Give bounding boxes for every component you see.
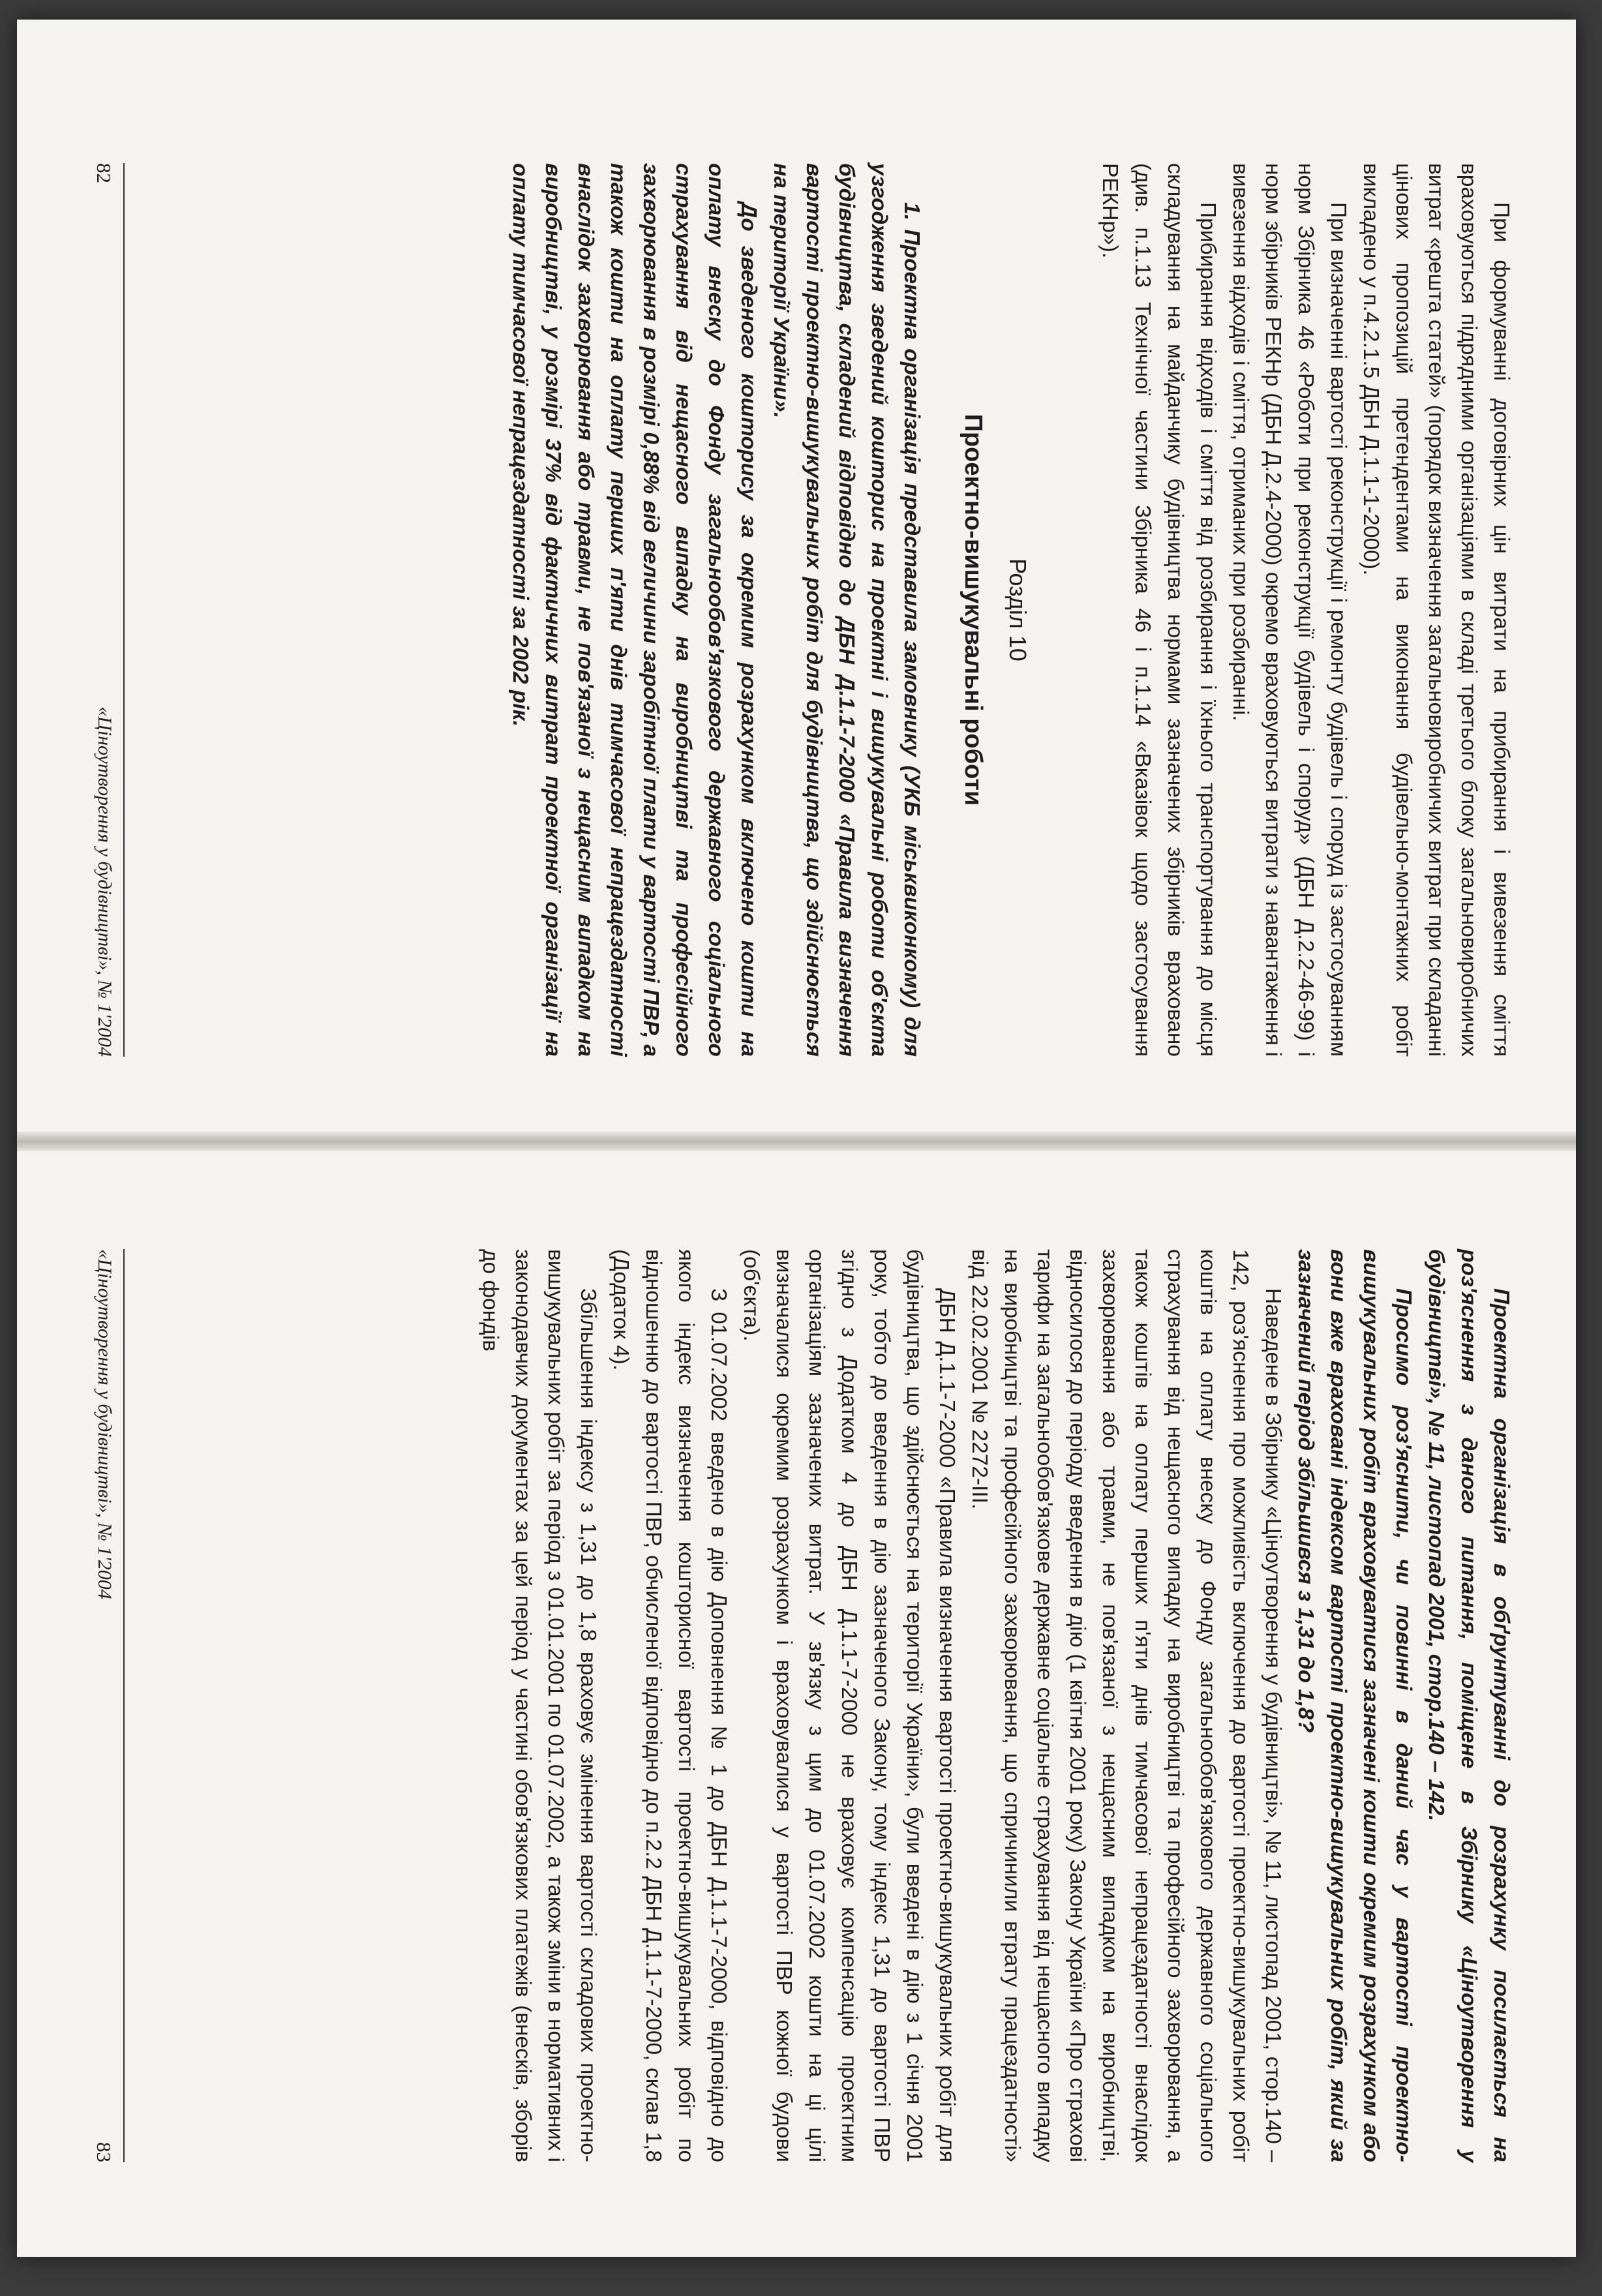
journal-title: «Ціноутворення у будівництві», № 1'2004 — [94, 706, 115, 1057]
question-paragraph: Проектна організація в обґрунтуванні до розрахунку посилається на роз'яснення з даного питання, поміщене в Збірнику «Ціноутворення у будівництві», № 11, листопад 2001, стор.140 – 142. — [1424, 1249, 1513, 2162]
left-page — [17, 20, 1576, 1128]
book-gutter — [17, 1132, 1576, 1151]
book-spread — [17, 20, 1576, 2257]
section-title: Проектно-вишукувальні роботи — [960, 414, 987, 806]
question-paragraph: Просимо роз'яснити, чи повинні в даний час у вартості проектно-вишукувальних робіт враховуватися зазначені кошти окремим розрахунком або вони вже враховані індексом вартості проектно-вишукувальних робіт, який за зазначений період збільшився з 1,31 до 1,8? — [1293, 1249, 1415, 2162]
paragraph: При визначенні вартості реконструкції і ремонту будівель і споруд із застосуванням норм Збірника 46 «Роботи при реконструкції будівель і споруд» (ДБН Д.2.2-46-99) і норм збірників РЕКНр (ДБН Д.2.4-2000) окремо враховуються витрати з навантаження і вивезення відходів і сміття, отриманих при розбиранні. — [1228, 163, 1350, 1057]
answer-paragraph: Збільшення індексу з 1,31 до 1,8 враховує змінення вартості складових проектно-вишукувальних робіт за період з 01.01.2001 по 01.07.2002, а також зміни в нормативних і законодавчих документах за цей період у частині обов'язкових платежів (внесків, зборів до фондів — [478, 1249, 600, 2162]
paragraph: При формуванні договірних цін витрати на прибирання і вивезення сміття враховуються підрядними організаціями в складі третього блоку загальновиробничих витрат «решта статей» (порядок визначення загальновиробничих витрат при складанні цінових пропозицій претендентами на виконання будівельно-монтажних робіт викладено у п.4.2.1.5 ДБН Д.1.1-1-2000). — [1359, 163, 1513, 1057]
section-label: Розділ 10 — [1005, 558, 1031, 661]
footer-rule — [123, 1249, 125, 2162]
answer-paragraph: З 01.07.2002 введено в дію Доповнення № 1 до ДБН Д.1.1-7-2000, відповідно до якого індекс визначення кошторисної вартості проектно-вишукувальних робіт по відношенню до вартості ПВР, обчисленої відповідно до п.2.2 ДБН Д.1.1-7-2000, склав 1,8 (Додаток 4). — [609, 1249, 731, 2162]
question-paragraph: 1. Проектна організація представила замовнику (УКБ міськвиконкому) для узгодження зведений кошторис на проектні і вишукувальні роботи об'єкта будівництва, складений відповідно до ДБН Д.1.1-7-2000 «Правила визначення вартості проектно-вишукувальних робіт для будівництва, що здійснюється на території України». — [769, 163, 924, 1057]
answer-paragraph: ДБН Д.1.1-7-2000 «Правила визначення вартості проектно-вишукувальних робіт для будівництва, що здійснюється на території України», були введені в дію з 1 січня 2001 року, тобто до введення в дію зазначеного Закону, тому індекс 1,31 до вартості ПВР згідно з Додатком 4 до ДБН Д.1.1-7-2000 не враховує компенсацію проектним організаціям зазначених витрат. У зв'язку з цим до 01.07.2002 кошти на ці цілі визначалися окремим розрахунком і враховувалися у вартості ПВР кожної будови (об'єкта). — [739, 1249, 959, 2162]
page-number: 83 — [93, 2142, 115, 2162]
page-number: 82 — [93, 163, 115, 183]
paragraph: Прибирання відходів і сміття від розбирання і їхнього транспортування до місця складування на майданчику будівництва нормами зазначених збірників враховано (див. п.1.13 Технічної частини Збірника 46 і п.1.14 «Вказівок щодо застосування РЕКНр»). — [1098, 163, 1220, 1057]
question-paragraph: До зведеного кошторису за окремим розрахунком включено кошти на оплату внеску до Фонду загальнообов'язкового державного соціального страхування від нещасного випадку на виробництві та професійного захворювання в розмірі 0,88% від величини заробітної плати у вартості ПВР, а також кошти на оплату перших п'яти днів тимчасової непрацездатності внаслідок захворювання або травми, не пов'язаної з нещасним випадком на виробництві, у розмірі 37% від фактичних витрат проектної організації на оплату тимчасової непрацездатності за 2002 рік. — [508, 163, 761, 1057]
right-page — [17, 1151, 1576, 2260]
journal-title: «Ціноутворення у будівництві», № 1'2004 — [94, 1249, 115, 1599]
page-footer — [85, 1151, 125, 2260]
answer-paragraph: Наведене в Збірнику «Ціноутворення у будівництві», № 11, листопад 2001, стор.140 – 142, роз'яснення про можливість включення до вартості проектно-вишукувальних робіт коштів на оплату внеску до Фонду загальнообов'язкового державного соціального страхування від нещасного випадку на виробництві та професійного захворювання, а також коштів на оплату перших п'яти днів тимчасової непрацездатності внаслідок захворювання або травми, не пов'язаної з нещасним випадком на виробництві, відносилося до періоду введення в дію (1 квітня 2001 року) Закону України «Про страхові тарифи на загальнообов'язкове державне соціальне страхування від нещасного випадку на виробництві та професійного захворювання, що спричинили втрату працездатності» від 22.02.2001 № 2272-III. — [967, 1249, 1285, 2162]
page-footer — [85, 20, 125, 1128]
footer-rule — [123, 163, 125, 1057]
